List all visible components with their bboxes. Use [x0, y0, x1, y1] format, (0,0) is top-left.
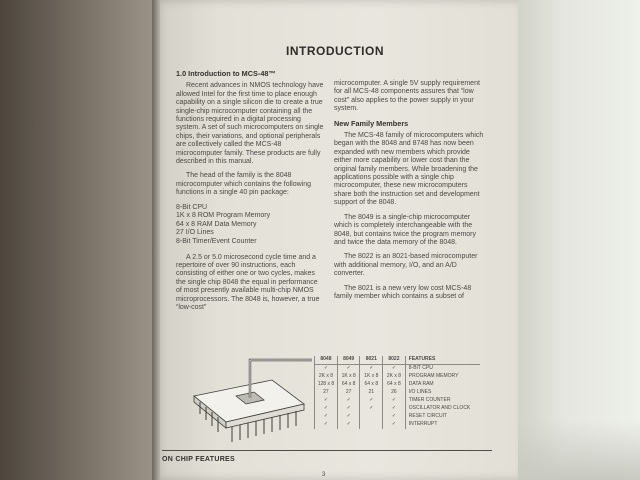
table-cell: ✓: [360, 365, 383, 374]
table-cell: 21: [360, 389, 383, 397]
table-cell: [360, 421, 383, 429]
feature-name: DATA RAM: [405, 381, 480, 389]
family-paragraph-4: The 8021 is a new very low cost MCS-48 family member which contains a subset of: [334, 284, 472, 300]
right-column: [334, 80, 484, 307]
table-cell: 1K x 8: [360, 373, 383, 381]
table-cell: 26: [383, 389, 406, 397]
features-table: [314, 356, 480, 429]
intro-paragraph-1: Recent advances in NMOS technology have allowed Intel for the first time to place enough capability on a single silicon die to create a true single-chip microcomputer containing all the functions required in a digital processing system. A set of such microcomputers on single chips, their variations, and optional peripherals are collectively called the MCS-48 microcomputer family. These products are fully described in this manual.: [176, 82, 324, 166]
left-page-background: [0, 0, 160, 480]
book-spine: [152, 0, 160, 480]
intro-paragraph-3: A 2.5 or 5.0 microsecond cycle time and a repertoire of over 90 instructions, each consisting of either one or two cycles, makes the single chip 8048 the equal in performance of most presently available multi-chip NMOS microprocessors. The 8048 is, however, a true “low-cost”: [176, 253, 320, 312]
feature-item: 1K x 8 ROM Program Memory: [176, 212, 271, 220]
table-cell: ✓: [383, 405, 406, 413]
table-cell: [360, 413, 383, 421]
feature-item: 8-Bit CPU: [176, 203, 208, 211]
table-cell: 64 x 8: [337, 381, 360, 389]
figure-caption: ON CHIP FEATURES: [162, 456, 235, 463]
table-header-row: [315, 356, 481, 365]
table-cell: 64 x 8: [383, 381, 406, 389]
left-column: [176, 70, 324, 319]
intro-paragraph-2: The head of the family is the 8048 microcomputer which contains the following functions in a single 40 pin package:: [176, 172, 312, 197]
table-cell: ✓: [337, 397, 360, 405]
feature-name: INTERRUPT: [405, 421, 480, 429]
family-paragraph-1: The MCS-48 family of microcomputers which began with the 8048 and 8748 has now been expanded with new members which provide either more capability or lower cost than the original family members. While broadening the applications possible with a single chip microcomputer, these new microcomputers share both the instruction set and development support of the 8048.: [334, 132, 484, 207]
column-header: 8021: [360, 356, 383, 365]
family-paragraph-3: The 8022 is an 8021-based microcomputer with additional memory, I/O, and an A/D converter.: [334, 253, 478, 278]
table-cell: ✓: [383, 365, 406, 374]
feature-list: [176, 204, 324, 247]
table-row: [315, 381, 481, 389]
chip-illustration: [180, 352, 316, 448]
table-cell: 128 x 8: [315, 381, 338, 389]
table-cell: ✓: [315, 397, 338, 405]
table-cell: 27: [337, 389, 360, 397]
table-cell: ✓: [337, 421, 360, 429]
feature-name: RESET CIRCUIT: [405, 413, 480, 421]
table-row: [315, 413, 481, 421]
page-title: INTRODUCTION: [286, 44, 384, 58]
page-number: 3: [322, 472, 326, 478]
table-row: [315, 397, 481, 405]
table-row: [315, 373, 481, 381]
table-cell: 64 x 8: [360, 381, 383, 389]
feature-name: TIMER COUNTER: [405, 397, 480, 405]
table-cell: 27: [315, 389, 338, 397]
table-row: [315, 421, 481, 429]
feature-item: 8-Bit Timer/Event Counter: [176, 238, 257, 246]
table-cell: ✓: [337, 413, 360, 421]
table-cell: ✓: [383, 421, 406, 429]
table-cell: ✓: [337, 365, 360, 374]
table-cell: ✓: [383, 413, 406, 421]
family-heading: New Family Members: [334, 118, 409, 128]
table-cell: ✓: [315, 413, 338, 421]
feature-name: I/O LINES: [405, 389, 480, 397]
family-paragraph-2: The 8049 is a single-chip microcomputer which is completely interchangeable with the 8048, but contains twice the program memory and twice the data memory of the 8048.: [334, 213, 477, 246]
feature-name: 8-BIT CPU: [405, 365, 480, 374]
manual-page: [152, 0, 518, 480]
right-background: [512, 0, 640, 480]
table-row: [315, 405, 481, 413]
table-cell: 2K x 8: [383, 373, 406, 381]
table-cell: ✓: [337, 405, 360, 413]
table-cell: ✓: [315, 365, 338, 374]
table-cell: 1K x 8: [337, 373, 360, 381]
table-cell: ✓: [383, 397, 406, 405]
table-cell: ✓: [360, 405, 383, 413]
table-cell: ✓: [315, 421, 338, 429]
feature-item: 64 x 8 RAM Data Memory: [176, 220, 257, 228]
column-header: 8049: [337, 356, 360, 365]
table-row: [315, 389, 481, 397]
feature-name: OSCILLATOR AND CLOCK: [405, 405, 480, 413]
feature-item: 27 I/O Lines: [176, 229, 214, 237]
caption-rule: [162, 450, 492, 451]
table-cell: 2K x 8: [315, 373, 338, 381]
right-shadow: [512, 420, 640, 480]
column-header: FEATURES: [405, 356, 480, 365]
section-heading: 1.0 Introduction to MCS-48™: [176, 69, 276, 78]
table-cell: ✓: [360, 397, 383, 405]
column-header: 8022: [383, 356, 406, 365]
table-cell: ✓: [315, 405, 338, 413]
chip-figure: [180, 352, 480, 448]
column-header: 8048: [315, 356, 338, 365]
intro-paragraph-4: microcomputer. A single 5V supply requirement for all MCS-48 components assures that “low cost” also applies to the power supply in your system.: [334, 80, 480, 113]
feature-name: PROGRAM MEMORY: [405, 373, 480, 381]
table-row: [315, 365, 481, 374]
